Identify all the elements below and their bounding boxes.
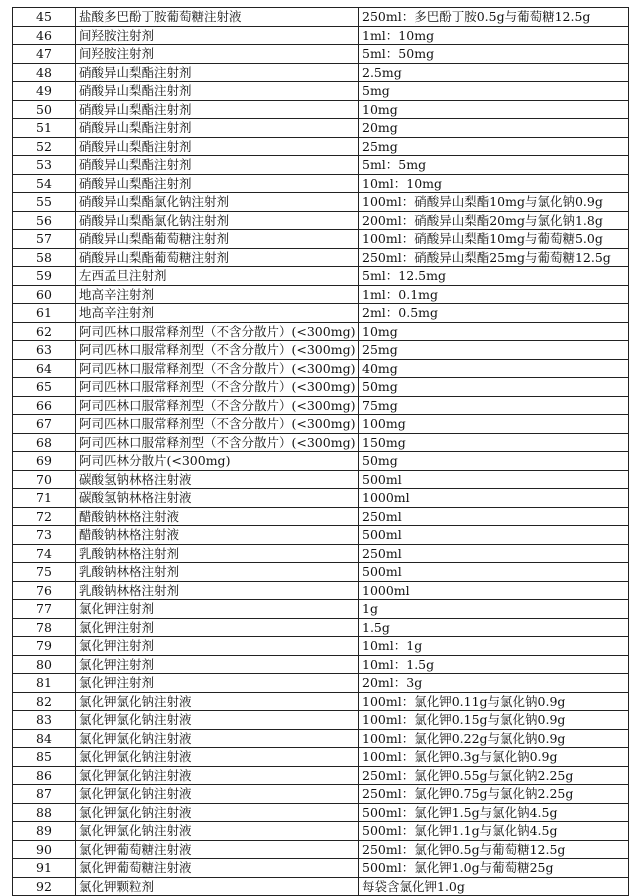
- drug-name-cell: 间羟胺注射剂: [76, 26, 359, 45]
- drug-name-cell: 乳酸钠林格注射剂: [76, 581, 359, 600]
- drug-spec-cell: 250ml：多巴酚丁胺0.5g与葡萄糖12.5g: [359, 8, 629, 27]
- table-row: [13, 433, 629, 452]
- table-row: [13, 655, 629, 674]
- drug-name-cell: 硝酸异山梨酯注射剂: [76, 100, 359, 119]
- table-row: [13, 637, 629, 656]
- table-row: [13, 581, 629, 600]
- table-row: [13, 396, 629, 415]
- drug-spec-cell: 500ml：氯化钾1.1g与氯化钠4.5g: [359, 822, 629, 841]
- drug-spec-cell: 10mg: [359, 100, 629, 119]
- drug-name-cell: 盐酸多巴酚丁胺葡萄糖注射液: [76, 8, 359, 27]
- row-number-cell: 60: [13, 285, 76, 304]
- row-number-cell: 53: [13, 156, 76, 175]
- drug-name-cell: 氯化钾氯化钠注射液: [76, 711, 359, 730]
- table-row: [13, 877, 629, 896]
- row-number-cell: 86: [13, 766, 76, 785]
- table-row: [13, 526, 629, 545]
- drug-name-cell: 氯化钾氯化钠注射液: [76, 729, 359, 748]
- table-row: [13, 248, 629, 267]
- row-number-cell: 62: [13, 322, 76, 341]
- table-row: [13, 322, 629, 341]
- table-row: [13, 45, 629, 64]
- table-row: [13, 544, 629, 563]
- row-number-cell: 61: [13, 304, 76, 323]
- table-row: [13, 230, 629, 249]
- drug-name-cell: 阿司匹林分散片(<300mg): [76, 452, 359, 471]
- table-row: [13, 507, 629, 526]
- row-number-cell: 82: [13, 692, 76, 711]
- row-number-cell: 79: [13, 637, 76, 656]
- drug-spec-cell: 250ml：氯化钾0.5g与葡萄糖12.5g: [359, 840, 629, 859]
- drug-name-cell: 氯化钾葡萄糖注射液: [76, 840, 359, 859]
- drug-table-body: [13, 8, 629, 896]
- table-row: [13, 267, 629, 286]
- drug-spec-cell: 10ml：1.5g: [359, 655, 629, 674]
- table-row: [13, 26, 629, 45]
- table-row: [13, 156, 629, 175]
- drug-name-cell: 阿司匹林口服常释剂型（不含分散片）(<300mg): [76, 359, 359, 378]
- drug-spec-cell: 150mg: [359, 433, 629, 452]
- row-number-cell: 67: [13, 415, 76, 434]
- row-number-cell: 88: [13, 803, 76, 822]
- row-number-cell: 83: [13, 711, 76, 730]
- row-number-cell: 64: [13, 359, 76, 378]
- drug-name-cell: 氯化钾氯化钠注射液: [76, 692, 359, 711]
- drug-spec-cell: 25mg: [359, 341, 629, 360]
- row-number-cell: 92: [13, 877, 76, 896]
- drug-spec-cell: 100ml：硝酸异山梨酯10mg与氯化钠0.9g: [359, 193, 629, 212]
- drug-name-cell: 醋酸钠林格注射液: [76, 507, 359, 526]
- drug-spec-cell: 5ml：50mg: [359, 45, 629, 64]
- row-number-cell: 49: [13, 82, 76, 101]
- table-row: [13, 341, 629, 360]
- drug-name-cell: 氯化钾注射剂: [76, 600, 359, 619]
- table-row: [13, 748, 629, 767]
- drug-name-cell: 氯化钾氯化钠注射液: [76, 822, 359, 841]
- row-number-cell: 70: [13, 470, 76, 489]
- row-number-cell: 84: [13, 729, 76, 748]
- drug-spec-cell: 500ml: [359, 470, 629, 489]
- row-number-cell: 50: [13, 100, 76, 119]
- row-number-cell: 47: [13, 45, 76, 64]
- row-number-cell: 85: [13, 748, 76, 767]
- drug-spec-cell: 1000ml: [359, 489, 629, 508]
- row-number-cell: 71: [13, 489, 76, 508]
- drug-spec-cell: 250ml: [359, 507, 629, 526]
- table-row: [13, 729, 629, 748]
- row-number-cell: 54: [13, 174, 76, 193]
- row-number-cell: 87: [13, 785, 76, 804]
- row-number-cell: 76: [13, 581, 76, 600]
- drug-name-cell: 阿司匹林口服常释剂型（不含分散片）(<300mg): [76, 415, 359, 434]
- drug-name-cell: 氯化钾注射剂: [76, 637, 359, 656]
- row-number-cell: 48: [13, 63, 76, 82]
- drug-spec-cell: 100ml：氯化钾0.22g与氯化钠0.9g: [359, 729, 629, 748]
- drug-name-cell: 乳酸钠林格注射剂: [76, 544, 359, 563]
- drug-spec-cell: 1.5g: [359, 618, 629, 637]
- row-number-cell: 66: [13, 396, 76, 415]
- table-row: [13, 119, 629, 138]
- table-row: [13, 711, 629, 730]
- row-number-cell: 45: [13, 8, 76, 27]
- row-number-cell: 91: [13, 859, 76, 878]
- table-row: [13, 803, 629, 822]
- drug-spec-cell: 25mg: [359, 137, 629, 156]
- drug-name-cell: 碳酸氢钠林格注射液: [76, 470, 359, 489]
- table-row: [13, 600, 629, 619]
- drug-name-cell: 氯化钾葡萄糖注射液: [76, 859, 359, 878]
- table-row: [13, 452, 629, 471]
- table-row: [13, 100, 629, 119]
- table-row: [13, 211, 629, 230]
- drug-name-cell: 间羟胺注射剂: [76, 45, 359, 64]
- drug-spec-cell: 2.5mg: [359, 63, 629, 82]
- drug-name-cell: 氯化钾颗粒剂: [76, 877, 359, 896]
- drug-spec-cell: 250ml：硝酸异山梨酯25mg与葡萄糖12.5g: [359, 248, 629, 267]
- row-number-cell: 56: [13, 211, 76, 230]
- drug-spec-cell: 100ml：氯化钾0.11g与氯化钠0.9g: [359, 692, 629, 711]
- drug-spec-cell: 1g: [359, 600, 629, 619]
- row-number-cell: 90: [13, 840, 76, 859]
- row-number-cell: 65: [13, 378, 76, 397]
- drug-spec-cell: 100ml：氯化钾0.15g与氯化钠0.9g: [359, 711, 629, 730]
- drug-spec-cell: 250ml：氯化钾0.75g与氯化钠2.25g: [359, 785, 629, 804]
- drug-spec-cell: 250ml：氯化钾0.55g与氯化钠2.25g: [359, 766, 629, 785]
- row-number-cell: 78: [13, 618, 76, 637]
- row-number-cell: 73: [13, 526, 76, 545]
- table-row: [13, 193, 629, 212]
- table-row: [13, 563, 629, 582]
- table-row: [13, 378, 629, 397]
- drug-name-cell: 地高辛注射剂: [76, 285, 359, 304]
- drug-name-cell: 氯化钾氯化钠注射液: [76, 766, 359, 785]
- drug-name-cell: 氯化钾注射剂: [76, 655, 359, 674]
- drug-spec-cell: 75mg: [359, 396, 629, 415]
- drug-name-cell: 硝酸异山梨酯注射剂: [76, 156, 359, 175]
- row-number-cell: 52: [13, 137, 76, 156]
- row-number-cell: 77: [13, 600, 76, 619]
- table-row: [13, 137, 629, 156]
- table-row: [13, 674, 629, 693]
- drug-spec-cell: 50mg: [359, 452, 629, 471]
- drug-spec-cell: 5mg: [359, 82, 629, 101]
- drug-name-cell: 碳酸氢钠林格注射液: [76, 489, 359, 508]
- row-number-cell: 74: [13, 544, 76, 563]
- row-number-cell: 81: [13, 674, 76, 693]
- drug-name-cell: 硝酸异山梨酯葡萄糖注射剂: [76, 248, 359, 267]
- drug-spec-cell: 500ml：氯化钾1.5g与氯化钠4.5g: [359, 803, 629, 822]
- drug-spec-cell: 1ml：0.1mg: [359, 285, 629, 304]
- drug-name-cell: 左西孟旦注射剂: [76, 267, 359, 286]
- drug-name-cell: 硝酸异山梨酯葡萄糖注射剂: [76, 230, 359, 249]
- drug-spec-cell: 20ml：3g: [359, 674, 629, 693]
- drug-name-cell: 乳酸钠林格注射剂: [76, 563, 359, 582]
- row-number-cell: 68: [13, 433, 76, 452]
- table-row: [13, 359, 629, 378]
- drug-spec-cell: 50mg: [359, 378, 629, 397]
- drug-name-cell: 阿司匹林口服常释剂型（不含分散片）(<300mg): [76, 378, 359, 397]
- drug-spec-cell: 1000ml: [359, 581, 629, 600]
- table-row: [13, 840, 629, 859]
- table-row: [13, 859, 629, 878]
- drug-name-cell: 硝酸异山梨酯注射剂: [76, 137, 359, 156]
- drug-name-cell: 硝酸异山梨酯氯化钠注射剂: [76, 193, 359, 212]
- drug-name-cell: 氯化钾氯化钠注射液: [76, 803, 359, 822]
- table-row: [13, 692, 629, 711]
- row-number-cell: 72: [13, 507, 76, 526]
- drug-name-cell: 地高辛注射剂: [76, 304, 359, 323]
- drug-name-cell: 硝酸异山梨酯注射剂: [76, 63, 359, 82]
- table-row: [13, 489, 629, 508]
- drug-spec-cell: 5ml：12.5mg: [359, 267, 629, 286]
- drug-spec-cell: 250ml: [359, 544, 629, 563]
- table-row: [13, 415, 629, 434]
- row-number-cell: 59: [13, 267, 76, 286]
- drug-spec-cell: 200ml：硝酸异山梨酯20mg与氯化钠1.8g: [359, 211, 629, 230]
- row-number-cell: 75: [13, 563, 76, 582]
- drug-name-cell: 阿司匹林口服常释剂型（不含分散片）(<300mg): [76, 396, 359, 415]
- drug-name-cell: 硝酸异山梨酯注射剂: [76, 82, 359, 101]
- drug-spec-cell: 100mg: [359, 415, 629, 434]
- row-number-cell: 69: [13, 452, 76, 471]
- table-row: [13, 822, 629, 841]
- drug-spec-cell: 500ml: [359, 563, 629, 582]
- drug-name-cell: 硝酸异山梨酯注射剂: [76, 174, 359, 193]
- drug-name-cell: 阿司匹林口服常释剂型（不含分散片）(<300mg): [76, 433, 359, 452]
- table-row: [13, 82, 629, 101]
- drug-spec-cell: 2ml：0.5mg: [359, 304, 629, 323]
- drug-spec-cell: 500ml：氯化钾1.0g与葡萄糖25g: [359, 859, 629, 878]
- drug-spec-cell: 100ml：氯化钾0.3g与氯化钠0.9g: [359, 748, 629, 767]
- drug-spec-cell: 5ml：5mg: [359, 156, 629, 175]
- drug-table: [12, 7, 629, 896]
- table-row: [13, 285, 629, 304]
- drug-spec-cell: 10ml：1g: [359, 637, 629, 656]
- drug-name-cell: 醋酸钠林格注射液: [76, 526, 359, 545]
- table-row: [13, 174, 629, 193]
- drug-name-cell: 硝酸异山梨酯注射剂: [76, 119, 359, 138]
- drug-name-cell: 阿司匹林口服常释剂型（不含分散片）(<300mg): [76, 322, 359, 341]
- row-number-cell: 58: [13, 248, 76, 267]
- drug-spec-cell: 100ml：硝酸异山梨酯10mg与葡萄糖5.0g: [359, 230, 629, 249]
- table-row: [13, 766, 629, 785]
- table-row: [13, 8, 629, 27]
- table-row: [13, 785, 629, 804]
- drug-spec-cell: 10mg: [359, 322, 629, 341]
- table-row: [13, 618, 629, 637]
- drug-name-cell: 氯化钾注射剂: [76, 618, 359, 637]
- row-number-cell: 63: [13, 341, 76, 360]
- drug-name-cell: 氯化钾氯化钠注射液: [76, 785, 359, 804]
- row-number-cell: 57: [13, 230, 76, 249]
- row-number-cell: 51: [13, 119, 76, 138]
- drug-name-cell: 硝酸异山梨酯氯化钠注射剂: [76, 211, 359, 230]
- drug-name-cell: 氯化钾氯化钠注射液: [76, 748, 359, 767]
- row-number-cell: 46: [13, 26, 76, 45]
- drug-spec-cell: 1ml：10mg: [359, 26, 629, 45]
- drug-list-sheet: [12, 7, 628, 896]
- row-number-cell: 89: [13, 822, 76, 841]
- drug-spec-cell: 40mg: [359, 359, 629, 378]
- drug-name-cell: 阿司匹林口服常释剂型（不含分散片）(<300mg): [76, 341, 359, 360]
- drug-spec-cell: 20mg: [359, 119, 629, 138]
- row-number-cell: 55: [13, 193, 76, 212]
- table-row: [13, 63, 629, 82]
- drug-spec-cell: 500ml: [359, 526, 629, 545]
- drug-spec-cell: 每袋含氯化钾1.0g: [359, 877, 629, 896]
- row-number-cell: 80: [13, 655, 76, 674]
- drug-name-cell: 氯化钾注射剂: [76, 674, 359, 693]
- drug-spec-cell: 10ml：10mg: [359, 174, 629, 193]
- table-row: [13, 304, 629, 323]
- table-row: [13, 470, 629, 489]
